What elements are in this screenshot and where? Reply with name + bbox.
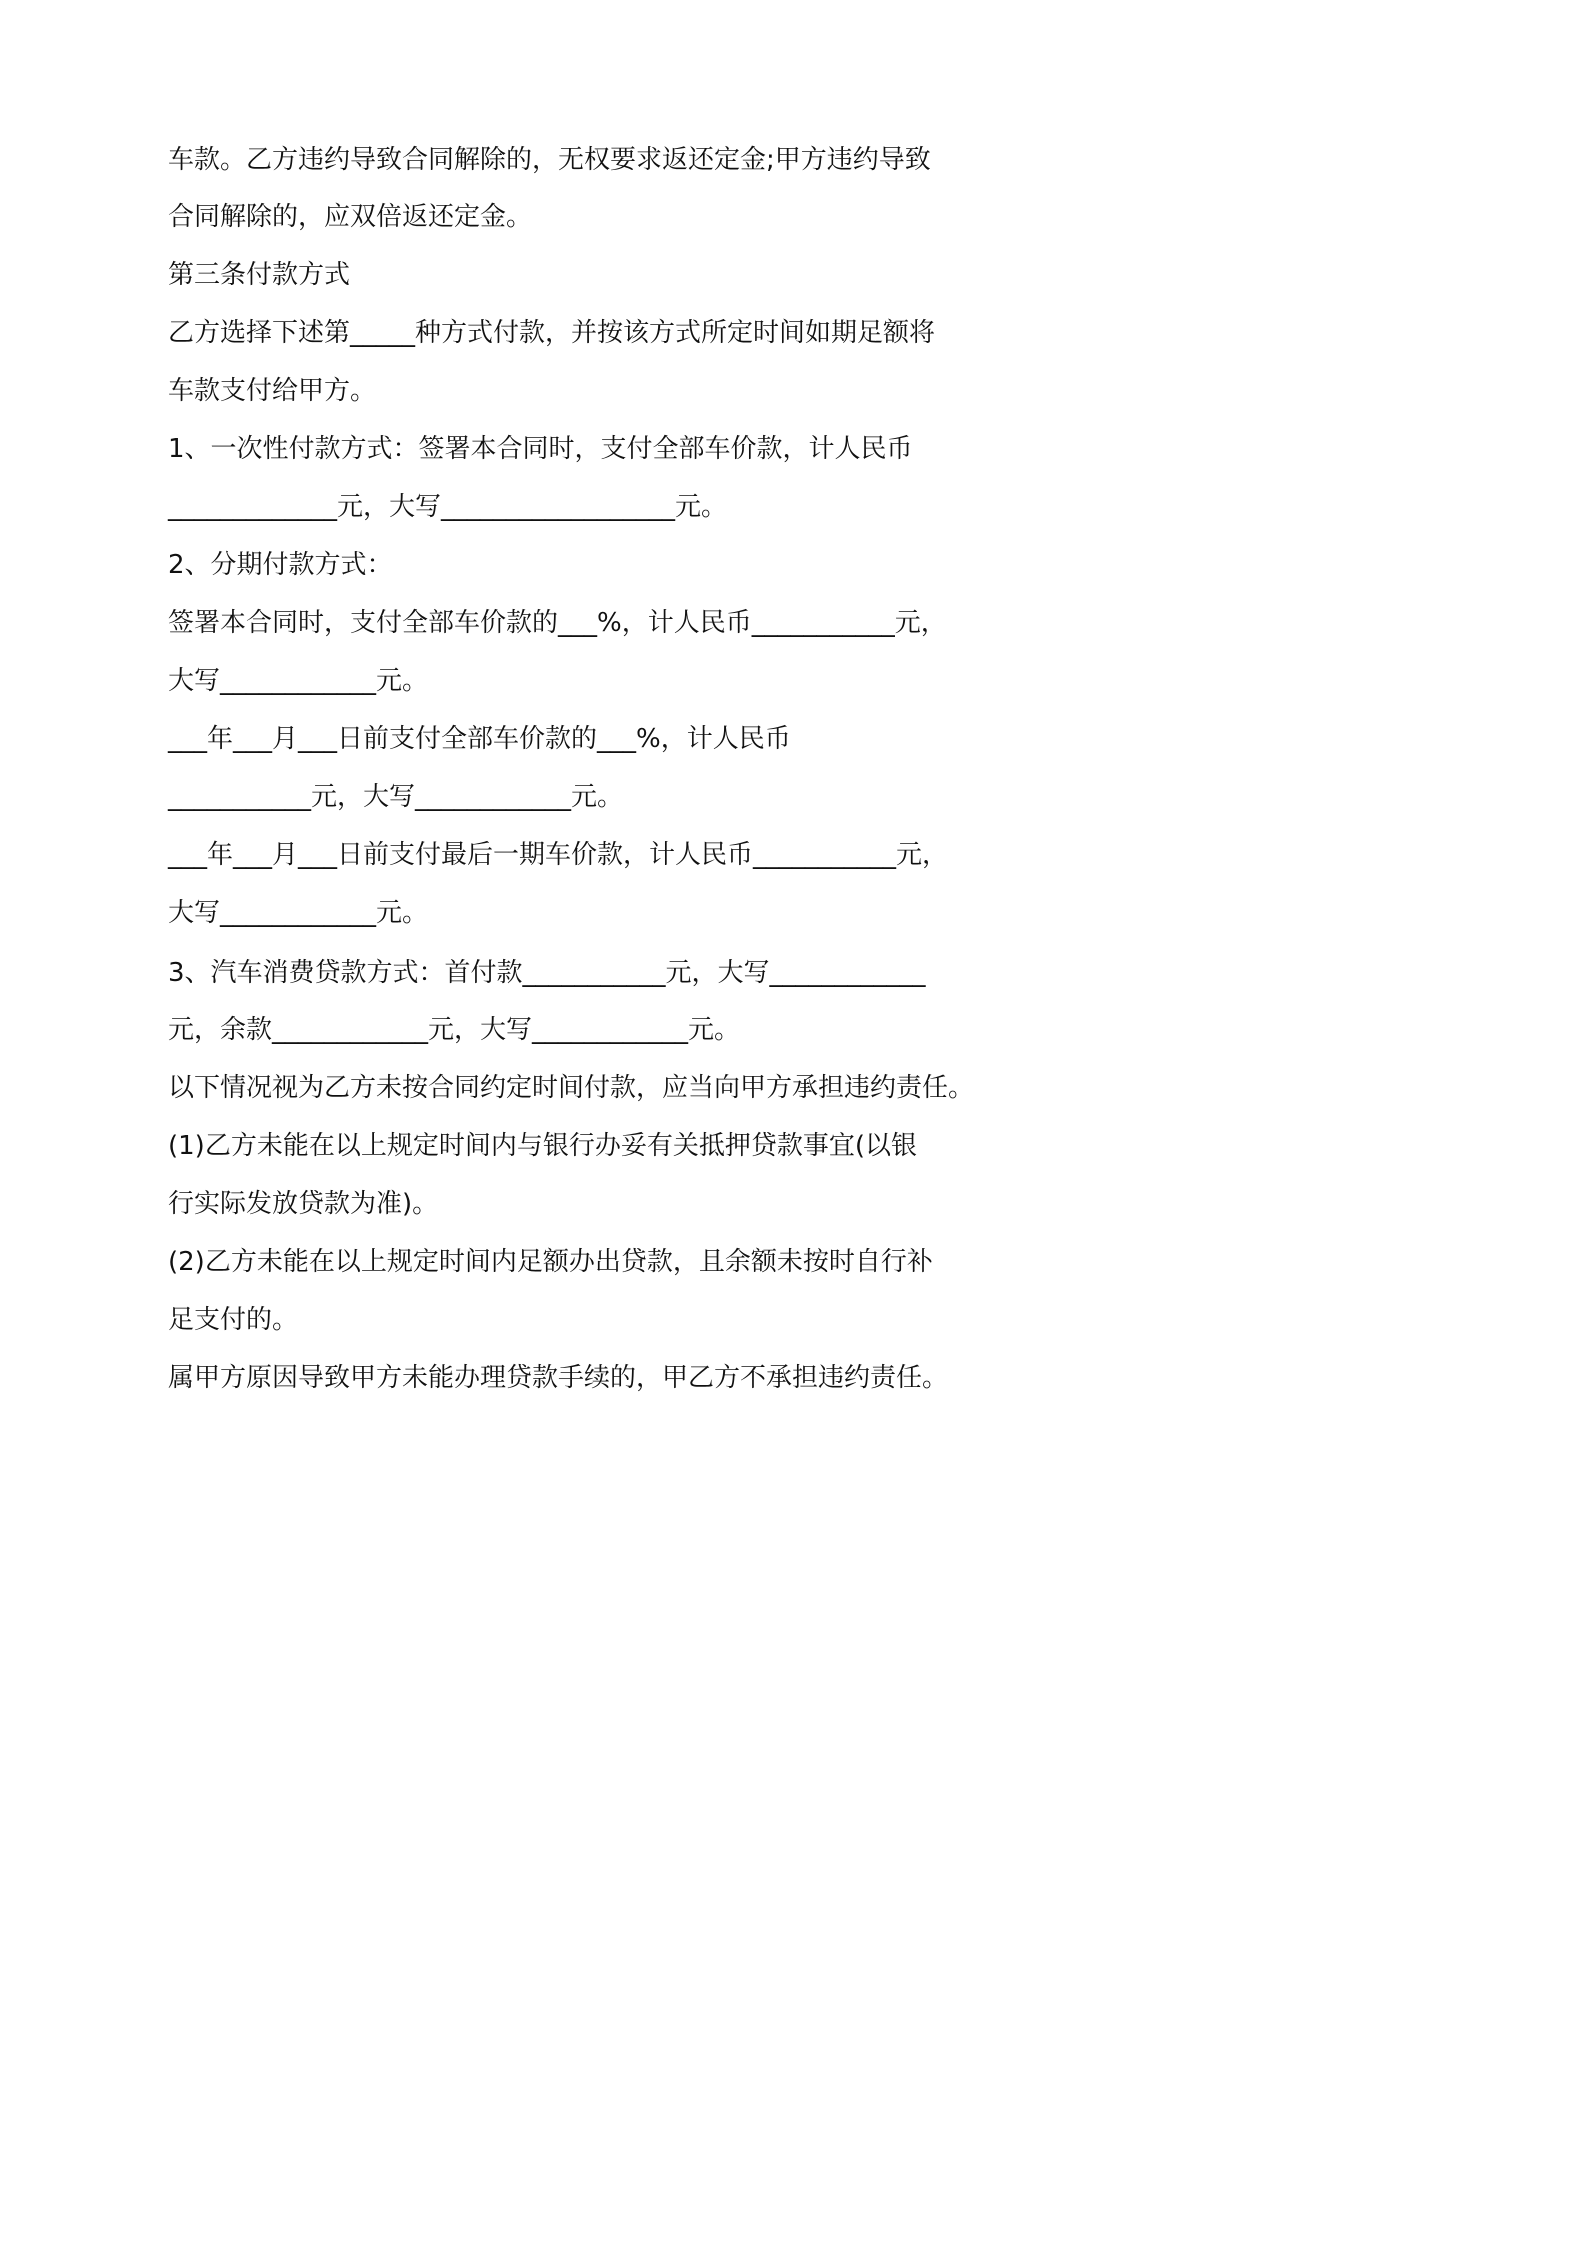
- item-1-mortgage-loan: (1)乙方未能在以上规定时间内与银行办妥有关抵押贷款事宜(以银: [168, 1131, 917, 1161]
- text-line-14: 大写____________元。: [168, 898, 429, 928]
- text-line-13: ___年___月___日前支付最后一期车价款，计人民币___________元，: [168, 840, 949, 870]
- text-line-12: ___________元，大写____________元。: [168, 782, 624, 812]
- clause-2-installment-payment: 2、分期付款方式：: [168, 550, 393, 580]
- text-line-9: 签署本合同时，支付全部车价款的___%，计人民币___________元，: [168, 608, 947, 638]
- text-line-22: 属甲方原因导致甲方未能办理贷款手续的，甲乙方不承担违约责任。: [168, 1363, 949, 1393]
- text-line-11: ___年___月___日前支付全部车价款的___%，计人民币: [168, 724, 791, 754]
- text-line-2: 合同解除的，应双倍返还定金。: [168, 202, 533, 232]
- text-line-10: 大写____________元。: [168, 666, 429, 696]
- text-line-1: 车款。乙方违约导致合同解除的，无权要求返还定金;甲方违约导致: [168, 145, 931, 175]
- text-line-21: 足支付的。: [168, 1305, 299, 1335]
- text-line-17: 以下情况视为乙方未按合同约定时间付款，应当向甲方承担违约责任。: [168, 1073, 975, 1103]
- document-page: [0, 0, 1102, 1559]
- clause-3-car-loan-payment: 3、汽车消费贷款方式：首付款___________元，大写____________: [168, 958, 926, 988]
- clause-1-one-time-payment: 1、一次性付款方式：签署本合同时，支付全部车价款，计人民币: [168, 434, 913, 464]
- text-line-16: 元，余款____________元，大写____________元。: [168, 1015, 741, 1045]
- item-2-loan-shortfall: (2)乙方未能在以上规定时间内足额办出贷款，且余额未按时自行补: [168, 1247, 933, 1277]
- section-heading-payment-method: 第三条付款方式: [168, 260, 351, 290]
- text-line-5: 车款支付给甲方。: [168, 376, 377, 406]
- text-line-4: 乙方选择下述第_____种方式付款，并按该方式所定时间如期足额将: [168, 318, 936, 348]
- text-line-19: 行实际发放贷款为准)。: [168, 1189, 439, 1219]
- text-line-7: _____________元，大写__________________元。: [168, 492, 728, 522]
